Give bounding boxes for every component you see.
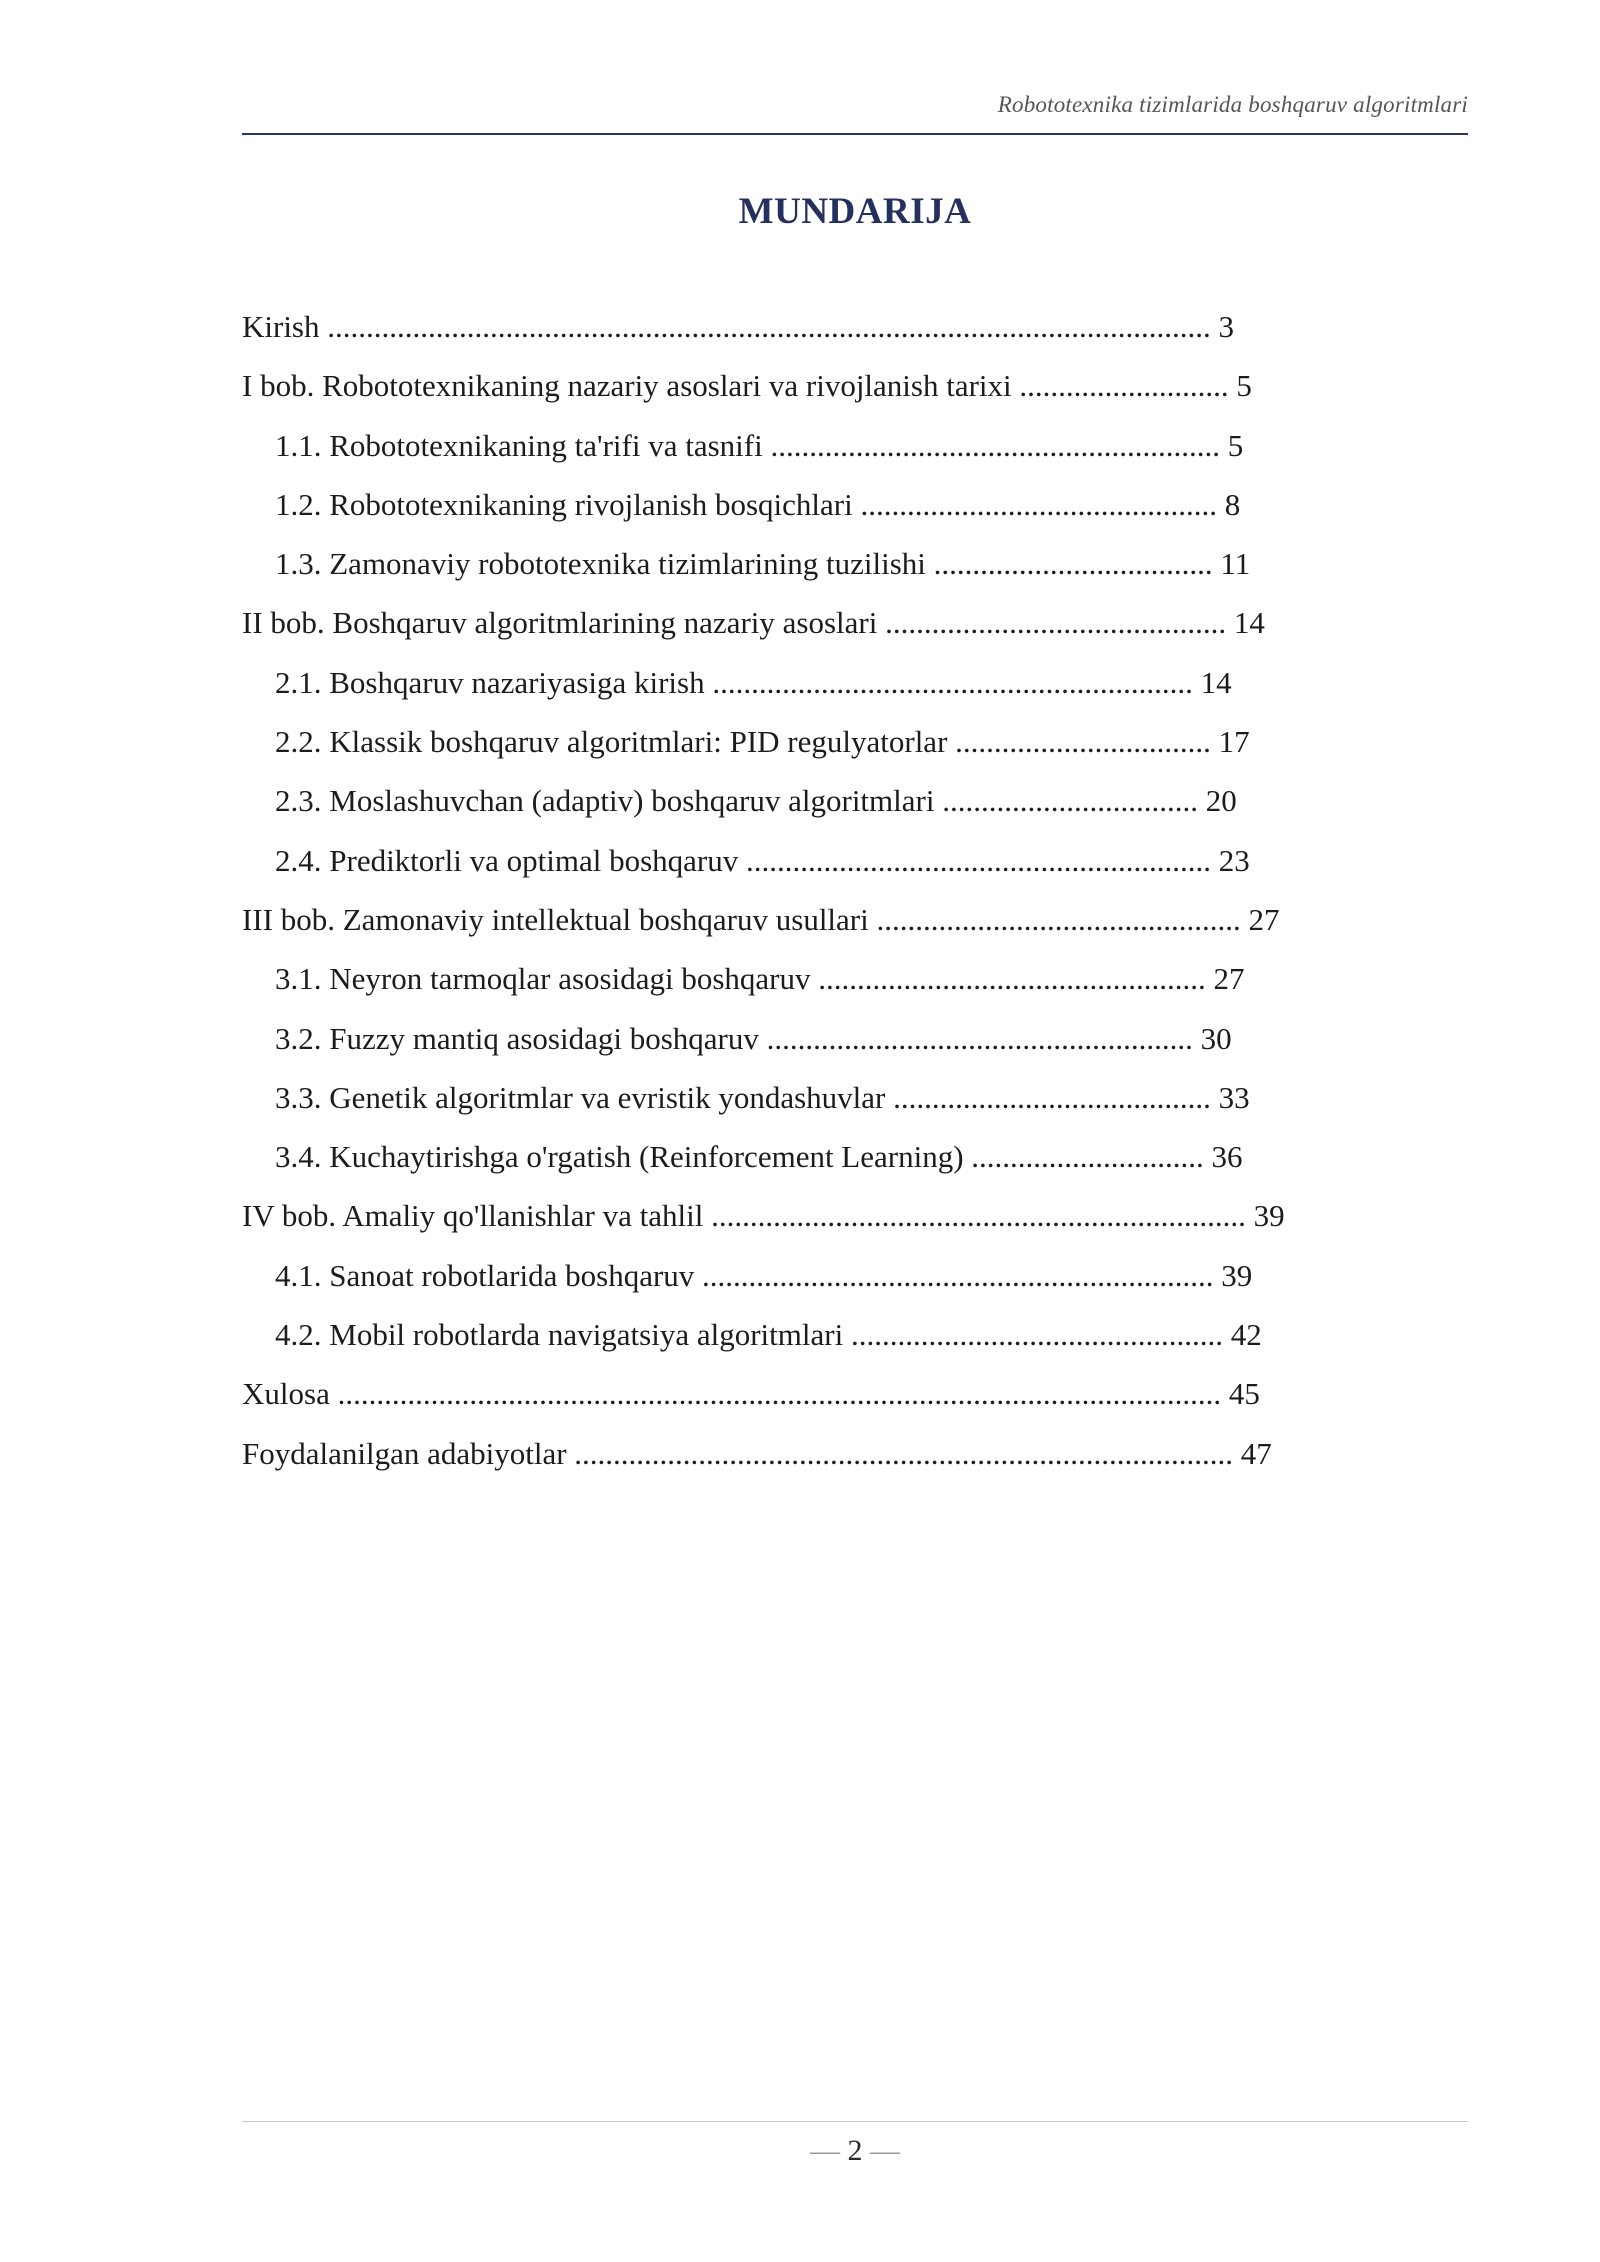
toc-entry-page: 39 [1221,1257,1253,1293]
page-number: 2 [847,2134,863,2167]
toc-entry-leader: .................................................................................................................. [329,1376,1229,1412]
toc-entry-page: 14 [1200,664,1232,700]
toc-entry-text: 1.2. Robototexnikaning rivojlanish bosqichlari [275,486,853,522]
toc-entry-text: 4.2. Mobil robotlarda navigatsiya algoritmlari [275,1317,844,1353]
toc-entry-leader: .................................................. [810,961,1214,997]
toc-entry-section-1-3[interactable] [242,541,1468,600]
running-header: Robototexnika tizimlarida boshqaruv algoritmlari [997,92,1468,117]
toc-entry-leader: ....................................................... [758,1020,1201,1056]
toc-entry-leader: .............................. [963,1139,1212,1175]
toc-entry-page: 17 [1218,724,1250,760]
toc-entry-leader: ................................. [947,724,1219,760]
toc-entry-leader: .............................................. [852,486,1225,522]
toc-entry-leader: ........................... [1011,368,1237,404]
toc-entry-leader: .................................... [925,546,1221,582]
toc-entry-page: 27 [1248,901,1280,937]
toc-entry-page: 3 [1218,309,1234,344]
toc-entry-page: 36 [1211,1139,1243,1175]
toc-entry-page: 8 [1224,486,1241,522]
table-of-contents [242,304,1468,1490]
toc-entry-page: 45 [1228,1376,1260,1412]
toc-entry-page: 39 [1253,1198,1285,1234]
toc-entry-text: 3.2. Fuzzy mantiq asosidagi boshqaruv [275,1020,759,1056]
toc-entry-text: Xulosa [242,1376,330,1412]
toc-entry-chapter-3[interactable] [242,897,1468,956]
toc-entry-leader: ..................................................................................... [566,1435,1241,1471]
toc-entry-text: I bob. Robototexnikaning nazariy asoslari va rivojlanish tarixi [242,368,1012,404]
toc-entry-chapter-4[interactable] [242,1193,1468,1252]
toc-entry-section-1-1[interactable] [242,423,1468,482]
toc-entry-page: 11 [1220,546,1251,582]
footer-dash-left: — [810,2134,840,2167]
toc-entry-section-2-1[interactable] [242,660,1468,719]
toc-entry-leader: ............................................... [868,901,1249,937]
toc-entry-section-3-3[interactable] [242,1075,1468,1134]
toc-entry-text: 1.1. Robototexnikaning ta'rifi va tasnifi [275,427,763,463]
toc-entry-page: 47 [1240,1435,1272,1471]
toc-entry-text: 2.3. Moslashuvchan (adaptiv) boshqaruv algoritmlari [275,783,935,819]
toc-entry-leader: .................................................................................................................. [319,309,1219,344]
toc-entry-references[interactable] [242,1431,1468,1490]
toc-entry-text: 2.2. Klassik boshqaruv algoritmlari: PID regulyatorlar [275,724,948,760]
toc-entry-leader: ................................. [934,783,1206,819]
toc-entry-text: Kirish [242,309,320,344]
toc-entry-section-2-3[interactable] [242,778,1468,837]
toc-entry-text: II bob. Boshqaruv algoritmlarining nazariy asoslari [242,605,878,641]
toc-entry-page: 20 [1205,783,1237,819]
toc-entry-chapter-2[interactable] [242,600,1468,659]
toc-entry-xulosa[interactable] [242,1371,1468,1430]
toc-entry-text: 3.4. Kuchaytirishga o'rgatish (Reinforcement Learning) [275,1139,964,1175]
toc-entry-text: 2.1. Boshqaruv nazariyasiga kirish [275,664,705,700]
toc-entry-leader: .................................................................. [694,1257,1222,1293]
toc-entry-section-2-4[interactable] [242,838,1468,897]
toc-entry-page: 42 [1230,1317,1262,1353]
toc-entry-section-2-2[interactable] [242,719,1468,778]
page-footer [242,2134,1468,2168]
toc-entry-kirish[interactable] [242,304,1468,363]
toc-entry-text: 2.4. Prediktorli va optimal boshqaruv [275,842,739,878]
footer-rule [242,2121,1468,2122]
toc-entry-section-3-1[interactable] [242,956,1468,1015]
toc-entry-section-3-4[interactable] [242,1134,1468,1193]
toc-entry-leader: ............................................................ [738,842,1219,878]
toc-entry-text: 1.3. Zamonaviy robototexnika tizimlarining tuzilishi [275,546,926,582]
header-rule [242,133,1468,135]
toc-entry-page: 33 [1218,1079,1250,1115]
toc-entry-leader: ......................................... [885,1079,1219,1115]
toc-entry-chapter-1[interactable] [242,363,1468,422]
page-title: MUNDARIJA [738,191,972,232]
toc-entry-page: 5 [1236,368,1252,404]
footer-dash-right: — [870,2134,900,2167]
toc-entry-text: 3.3. Genetik algoritmlar va evristik yondashuvlar [275,1079,886,1115]
toc-entry-text: 3.1. Neyron tarmoqlar asosidagi boshqaruv [275,961,811,997]
toc-entry-leader: .......................................................... [762,427,1228,463]
toc-entry-leader: ..................................................................... [703,1198,1254,1234]
toc-entry-page: 27 [1213,961,1245,997]
toc-entry-leader: ................................................ [843,1317,1231,1353]
toc-entry-section-1-2[interactable] [242,482,1468,541]
toc-entry-text: Foydalanilgan adabiyotlar [242,1435,567,1471]
toc-entry-leader: .............................................................. [704,664,1201,700]
toc-entry-page: 5 [1227,427,1244,463]
toc-entry-leader: ............................................ [877,605,1234,641]
toc-entry-text: 4.1. Sanoat robotlarida boshqaruv [275,1257,695,1293]
toc-entry-text: III bob. Zamonaviy intellektual boshqaruv usullari [242,901,869,937]
toc-entry-section-4-2[interactable] [242,1312,1468,1371]
toc-entry-page: 23 [1218,842,1250,878]
toc-entry-section-3-2[interactable] [242,1016,1468,1075]
toc-entry-section-4-1[interactable] [242,1253,1468,1312]
toc-entry-text: IV bob. Amaliy qo'llanishlar va tahlil [242,1198,704,1234]
toc-entry-page: 30 [1200,1020,1232,1056]
toc-entry-page: 14 [1233,605,1265,641]
